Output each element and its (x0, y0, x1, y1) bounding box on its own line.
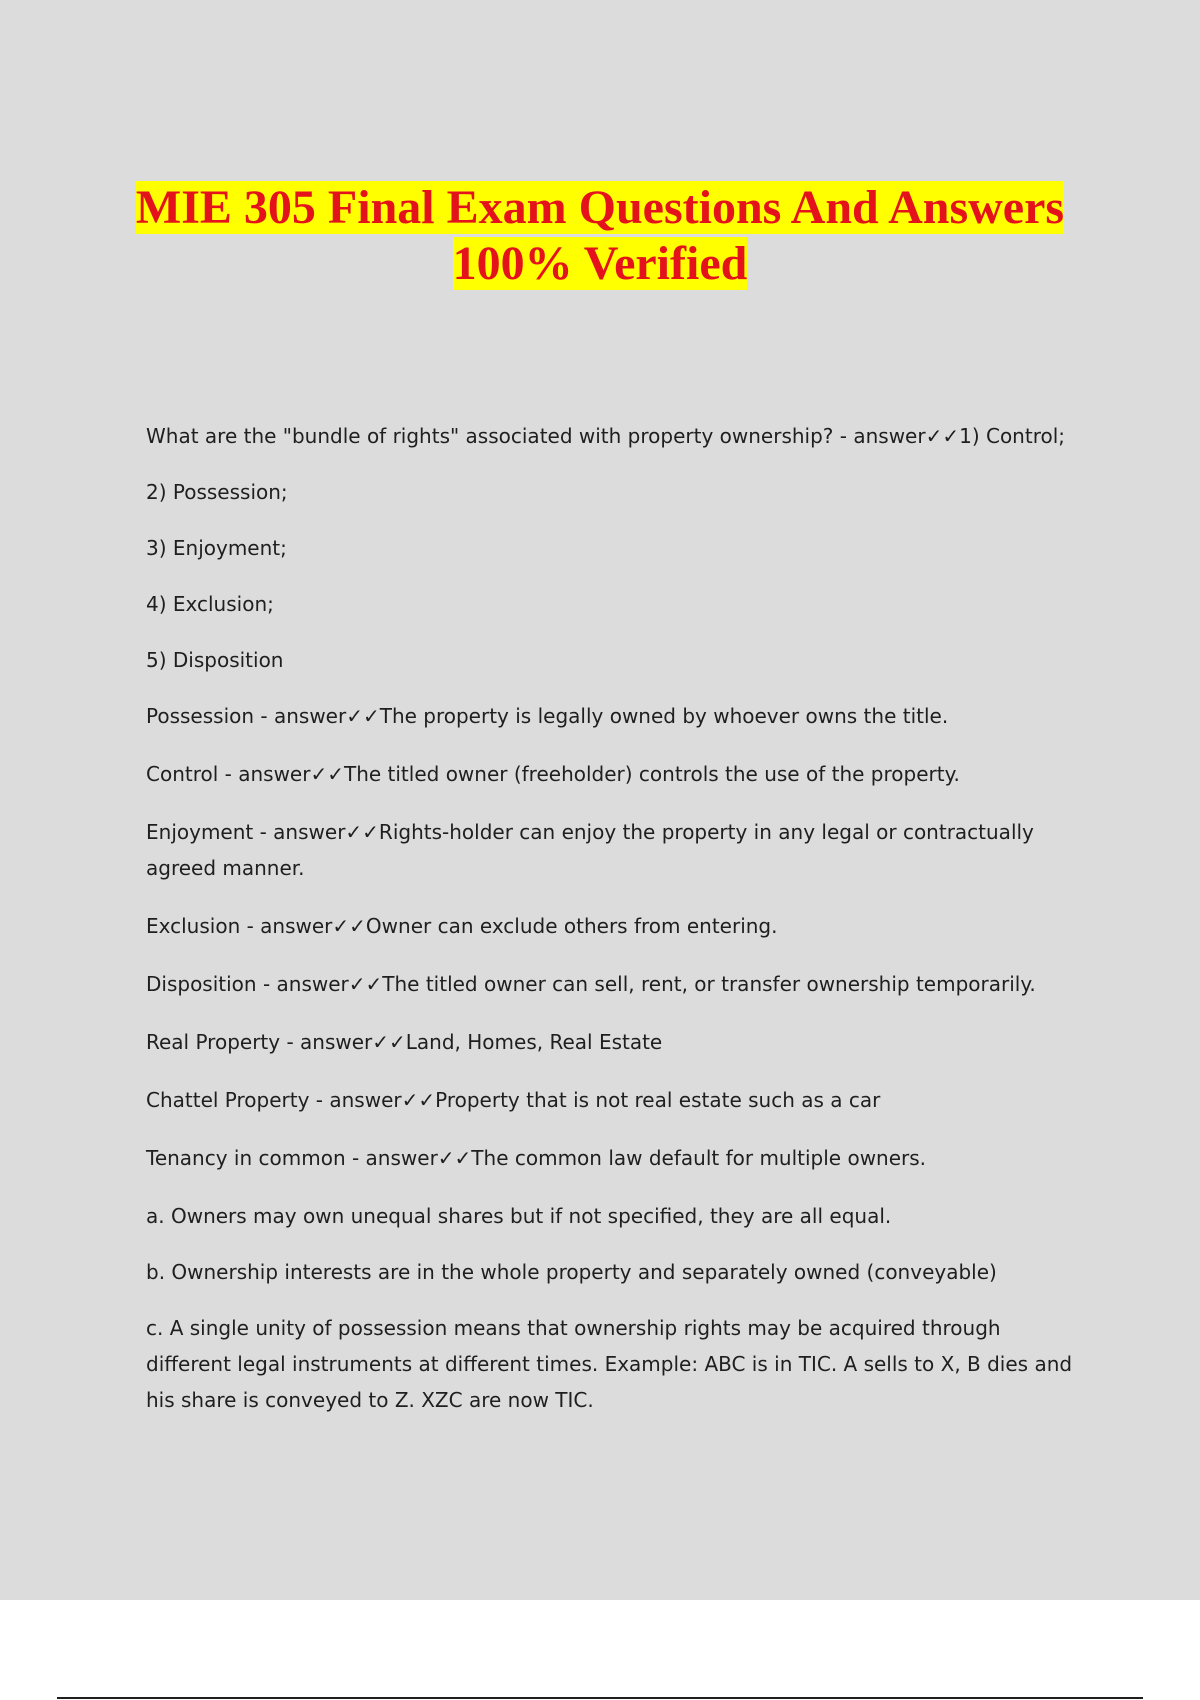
definition-paragraph: Disposition - answer✓✓The titled owner can sell, rent, or transfer ownership temporarily. (146, 972, 1036, 996)
definition-paragraph: Possession - answer✓✓The property is legally owned by whoever owns the title. (146, 704, 949, 728)
list-item: 5) Disposition (146, 648, 284, 672)
title-line-1: MIE 305 Final Exam Questions And Answers (135, 181, 1065, 234)
definition-paragraph: Tenancy in common - answer✓✓The common law default for multiple owners. (146, 1146, 927, 1170)
document-body (146, 418, 1076, 1438)
question-paragraph: What are the "bundle of rights" associated with property ownership? - answer✓✓1) Control; (146, 424, 1066, 448)
document-title (0, 180, 1200, 292)
title-line-2: 100% Verified (452, 237, 748, 290)
list-item: 4) Exclusion; (146, 592, 274, 616)
definition-paragraph: Real Property - answer✓✓Land, Homes, Real Estate (146, 1030, 663, 1054)
footer-divider (57, 1697, 1143, 1699)
list-item: b. Ownership interests are in the whole property and separately owned (conveyable) (146, 1260, 997, 1284)
list-item: a. Owners may own unequal shares but if not specified, they are all equal. (146, 1204, 892, 1228)
definition-paragraph: Exclusion - answer✓✓Owner can exclude others from entering. (146, 914, 778, 938)
definition-paragraph: Control - answer✓✓The titled owner (freeholder) controls the use of the property. (146, 762, 960, 786)
definition-paragraph: Enjoyment - answer✓✓Rights-holder can enjoy the property in any legal or contractually agreed manner. (146, 820, 1034, 880)
list-item: 2) Possession; (146, 480, 288, 504)
list-item: c. A single unity of possession means that ownership rights may be acquired through different legal instruments at different times. Example: ABC is in TIC. A sells to X, B dies and his share is conveyed to Z. XZC are now TIC. (146, 1316, 1073, 1412)
list-item: 3) Enjoyment; (146, 536, 287, 560)
definition-paragraph: Chattel Property - answer✓✓Property that is not real estate such as a car (146, 1088, 881, 1112)
